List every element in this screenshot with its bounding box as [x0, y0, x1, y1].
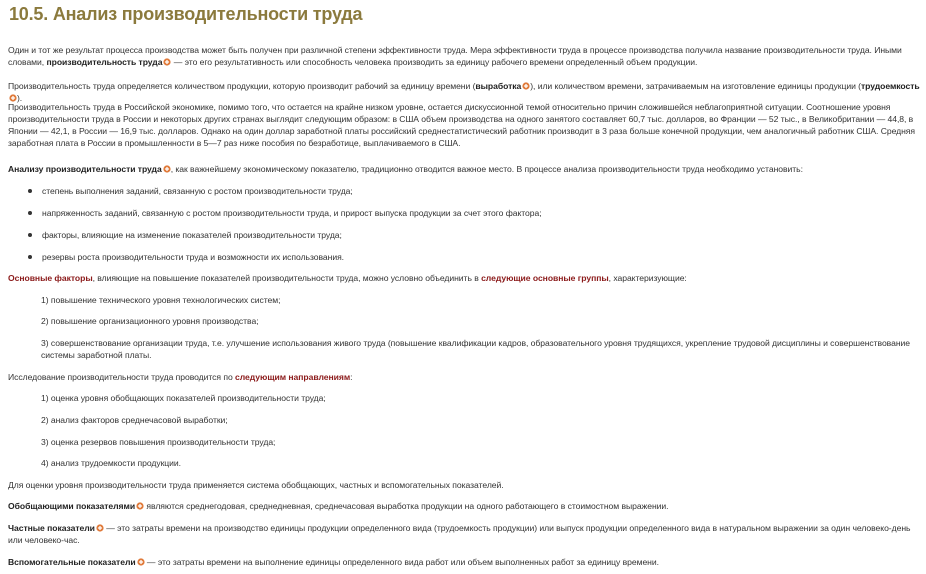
- list-item: 3) совершенствование организации труда, т.е. улучшение использования живого труда (повышение квалификации кадров, образовательного уровня трудящихся, укрепление трудовой дисциплины и совершенствование системы заработной платы.: [41, 338, 911, 360]
- term-auxiliary-indicators[interactable]: Вспомогательные показатели: [8, 557, 136, 567]
- glossary-link-icon[interactable]: [96, 524, 104, 532]
- glossary-link-icon[interactable]: [163, 58, 171, 66]
- list-item: факторы, влияющие на изменение показателей производительности труда;: [42, 229, 912, 241]
- list-item: резервы роста производительности труда и возможности их использования.: [42, 251, 912, 263]
- paragraph-generalizing-indicators: [8, 500, 920, 512]
- list-item: напряженность заданий, связанную с ростом производительности труда, и прирост выпуска продукции за счет этого фактора;: [42, 207, 912, 219]
- definition-text-end: ).: [17, 93, 23, 103]
- list-item: 2) анализ факторов среднечасовой выработки;: [41, 415, 228, 425]
- auxiliary-text: — это затраты времени на выполнение единицы определенного вида работ или объем выполненных работ за единицу времени.: [144, 557, 659, 567]
- research-text-end: :: [350, 372, 353, 382]
- paragraph-partial-indicators: [8, 522, 920, 546]
- definition-text: Производительность труда определяется количеством продукции, которую производит рабочий за единицу времени (: [8, 81, 476, 91]
- list-item: 1) повышение технического уровня технологических систем;: [41, 295, 281, 305]
- term-main-factors[interactable]: Основные факторы: [8, 273, 93, 283]
- generalizing-text: являются среднегодовая, среднедневная, среднечасовая выработка продукции на одного работающего в стоимостном выражении.: [144, 501, 669, 511]
- term-partial-indicators[interactable]: Частные показатели: [8, 523, 95, 533]
- term-productivity-analysis[interactable]: Анализу производительности труда: [8, 164, 162, 174]
- definition-text-mid: ), или количеством времени, затрачиваемым на изготовление единицы продукции (: [530, 81, 861, 91]
- glossary-link-icon[interactable]: [522, 82, 530, 90]
- paragraph-indicator-system: Для оценки уровня производительности труда применяется система обобщающих, частных и вспомогательных показателей.: [8, 480, 504, 490]
- term-generalizing-indicators[interactable]: Обобщающими показателями: [8, 501, 136, 511]
- analysis-intro-text: , как важнейшему экономическому показателю, традиционно отводится важное место. В процессе анализа производительности труда необходимо установить:: [170, 164, 803, 174]
- partial-text: — это затраты времени на производство единицы продукции определенного вида (трудоемкость продукции) или выпуск продукции определенного вида в натуральном выражении за один человеко-день или человеко-час.: [8, 523, 911, 545]
- list-item: 4) анализ трудоемкости продукции.: [41, 458, 182, 468]
- page-title: 10.5. Анализ производительности труда: [9, 4, 363, 24]
- glossary-link-icon[interactable]: [136, 502, 144, 510]
- paragraph-auxiliary-indicators: [8, 556, 920, 568]
- research-text: Исследование производительности труда проводится по: [8, 372, 236, 382]
- intro-text: Один и тот же результат процесса производства может быть получен при различной степени эффективности труда. Мера эффективности труда в процессе производства получила название производительности труда. Иными словами,: [8, 45, 902, 67]
- list-item: 3) оценка резервов повышения производительности труда;: [41, 437, 276, 447]
- main-factors-text: , влияющие на повышение показателей производительности труда, можно условно объединить в: [92, 273, 482, 283]
- glossary-link-icon[interactable]: [137, 558, 145, 566]
- term-main-groups[interactable]: следующие основные группы: [481, 273, 609, 283]
- list-item: 1) оценка уровня обобщающих показателей производительности труда;: [41, 393, 326, 403]
- paragraph-research-directions: [8, 371, 920, 383]
- paragraph-intro: [8, 44, 920, 68]
- term-directions[interactable]: следующим направлениям: [235, 372, 351, 382]
- intro-text-end: — это его результативность или способность человека производить за единицу рабочего времени определенный объем продукции.: [171, 57, 698, 67]
- list-item: 2) повышение организационного уровня производства;: [41, 316, 259, 326]
- glossary-link-icon[interactable]: [163, 165, 171, 173]
- main-factors-text-end: , характеризующие:: [608, 273, 687, 283]
- term-output[interactable]: выработка: [475, 81, 522, 91]
- paragraph-main-factors: [8, 272, 920, 284]
- term-labor-productivity[interactable]: производительность труда: [46, 57, 163, 67]
- paragraph-analysis-intro: [8, 163, 920, 175]
- paragraph-russia-comparison: Производительность труда в Российской экономике, помимо того, что остается на крайне низком уровне, остается дискуссионной темой относительно причин сложившейся неблагоприятной ситуации. Соотношение уровня производительности труда в России и некоторых других странах выглядит следующим образом: в США объем производства на одного занятого составляет 60,7 тыс. долларов, во Франции — 52 тыс., в Великобритании — 44,8, в Японии — 42,1, в России — 16,9 тыс. долларов. Однако на один доллар заработной платы российский среднестатистический работник производит в 3 раза больше конечной продукции, чем аналогичный работник США. Средняя заработная плата в России в промышленности в 5—7 раз ниже пособия по безработице, выплачиваемого в США.: [8, 102, 915, 148]
- term-labor-intensity[interactable]: трудоемкость: [860, 81, 920, 91]
- list-item: степень выполнения заданий, связанную с ростом производительности труда;: [42, 185, 912, 197]
